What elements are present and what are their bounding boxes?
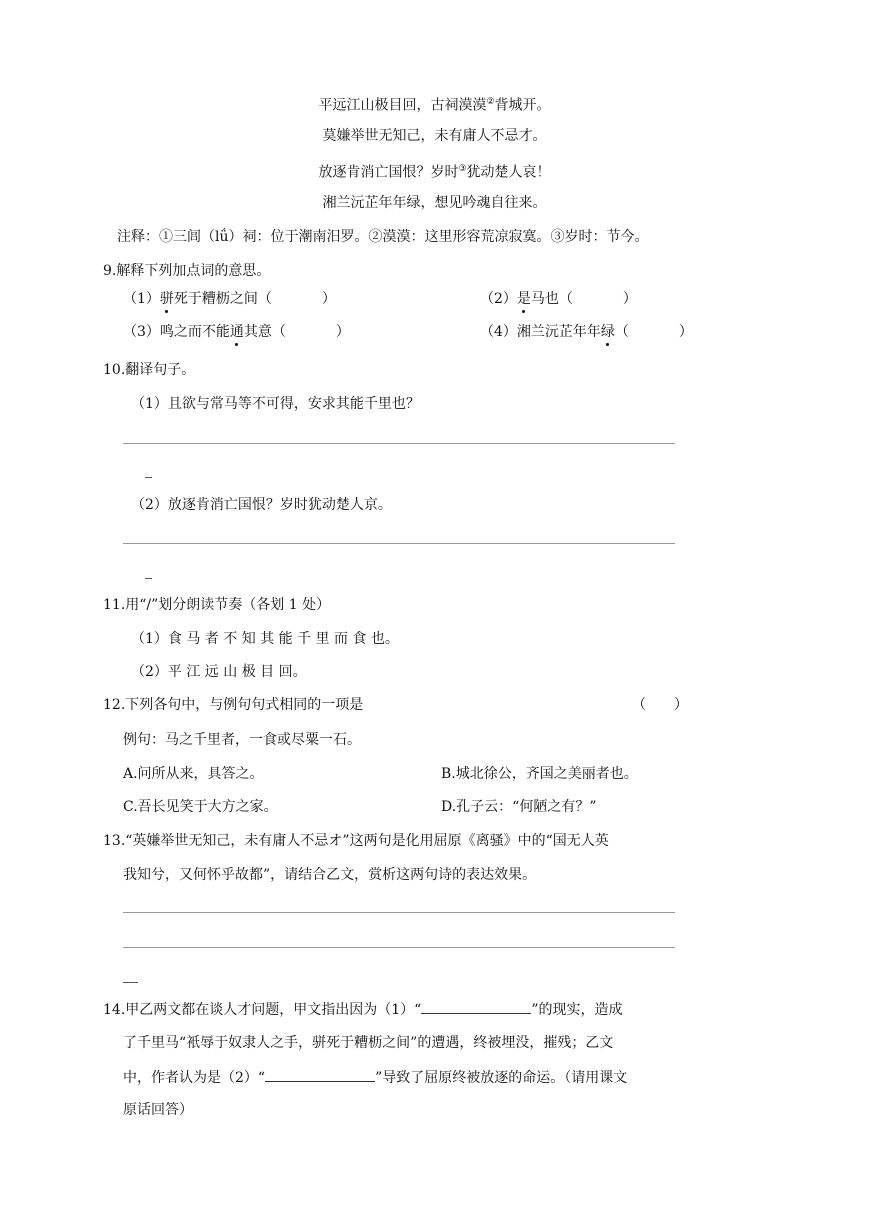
answer-line[interactable] (123, 443, 675, 444)
q12-option-d[interactable]: D.孔子云：“何陋之有？” (441, 799, 597, 815)
answer-line-end (145, 578, 152, 579)
q14-line-4: 原话回答） (123, 1102, 193, 1118)
q14-blank-1[interactable] (421, 999, 531, 1014)
poem-line-4: 湘兰沅芷年年绿，想见吟魂自往来。 (322, 195, 547, 211)
answer-line-end (145, 477, 152, 478)
poem-line-2: 莫嫌举世无知己，未有庸人不忌才。 (322, 128, 547, 144)
q12-option-c[interactable]: C.吾长见笑于大方之家。 (123, 799, 278, 815)
q12-answer-paren: （ ） (632, 697, 688, 713)
q9-item-3: （3）鸣之而不能通其意（ ） (123, 324, 350, 340)
q9-item-2: （2）是马也（ ） (480, 291, 637, 307)
q14-blank-2[interactable] (265, 1067, 375, 1082)
q12-title: 12.下列各句中，与例句句式相同的一项是 (103, 697, 364, 713)
poem-line-3: 放逐肯消亡国恨？岁时③犹动楚人哀！ (318, 164, 551, 181)
q11-title: 11.用“/”划分朗读节奏（各划 1 处） (103, 597, 331, 613)
q14-line-2: 了千里马“衹辱于奴隶人之手，骈死于糟枥之间”的遭遇，终被埋没，摧残；乙文 (123, 1035, 614, 1051)
q11-sentence-1: （1）食 马 者 不 知 其 能 千 里 而 食 也。 (131, 631, 399, 647)
q13-line-2: 我知兮，又何怀乎故都”，请结合乙文，赏析这两句诗的表达效果。 (123, 867, 537, 883)
q10-title: 10.翻译句子。 (103, 362, 196, 378)
q9-title: 9.解释下列加点词的意思。 (103, 263, 271, 279)
q9-item-4: （4）湘兰沅芷年年绿（ ） (480, 324, 693, 340)
q12-option-b[interactable]: B.城北徐公，齐国之美丽者也。 (441, 766, 638, 782)
answer-line-end (123, 982, 138, 983)
poem-line-1: 平远江山极目回，古祠漠漠②背城开。 (318, 97, 551, 114)
answer-line[interactable] (123, 543, 675, 544)
answer-line[interactable] (123, 947, 675, 948)
q10-sentence-1: （1）且欲与常马等不可得，安求其能千里也？ (131, 396, 420, 412)
q9-item-1: （1）骈死于糟枥之间（ ） (123, 291, 336, 307)
answer-line[interactable] (123, 912, 675, 913)
q11-sentence-2: （2）平 江 远 山 极 目 回。 (131, 664, 307, 680)
q12-example: 例句：马之千里者，一食或尽粟一石。 (123, 732, 361, 748)
q13-line-1: 13.“英嫌举世无知己，未有庸人不忌オ”这两句是化用屈原《离骚》中的“国无人英 (103, 833, 609, 849)
q12-option-a[interactable]: A.问所从来，具答之。 (123, 766, 264, 782)
q10-sentence-2: （2）放逐肯消亡国恨？岁时犹动楚人京。 (131, 497, 392, 513)
q14-line-1: 14.甲乙两文都在谈人才问题，甲文指出因为（1）“ ”的现实，造成 (103, 999, 623, 1020)
poem-notes: 注释：①三闾（lǘ）祠：位于潮南汨罗。②漠漠：这里形容荒凉寂寞。③岁时：节今。 (117, 229, 649, 245)
q14-line-3: 中，作者认为是（2）“ ”导致了屈原终被放逐的命运。（请用课文 (123, 1067, 627, 1088)
